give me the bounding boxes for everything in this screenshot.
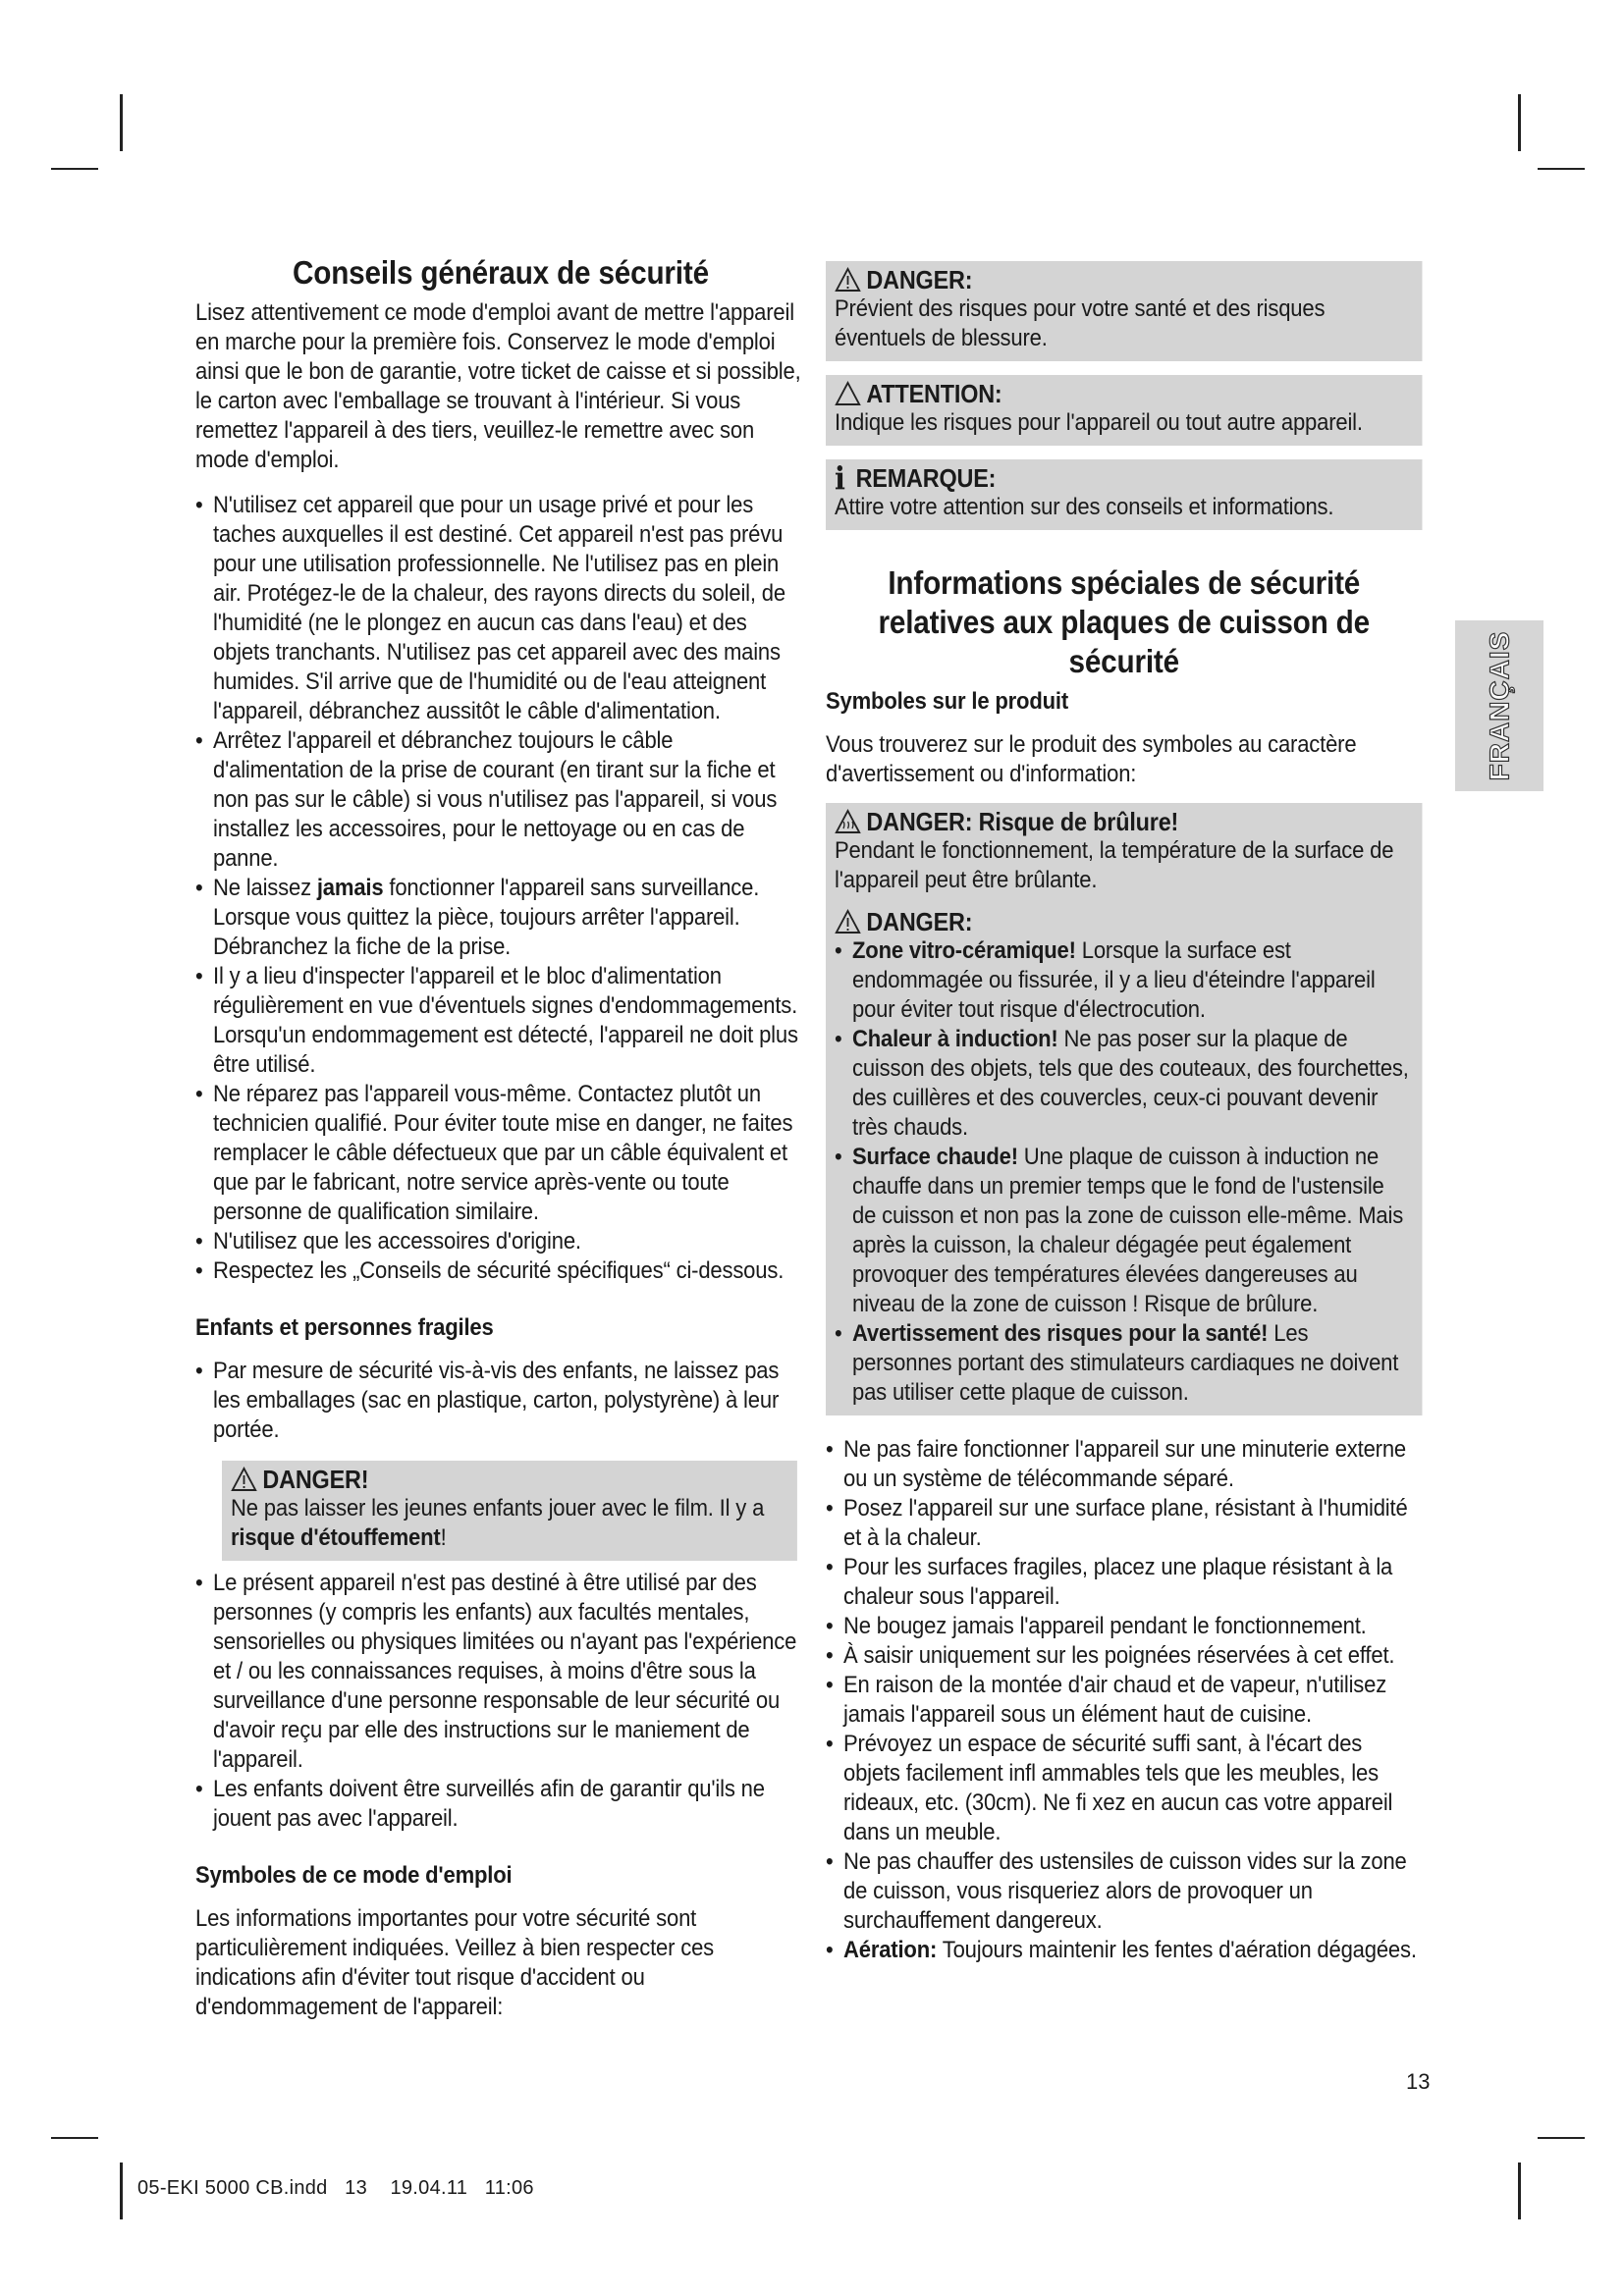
crop-mark	[1538, 2137, 1585, 2139]
burn-label: DANGER: Risque de brûlure!	[866, 807, 1179, 836]
danger-legend-title	[835, 265, 1412, 294]
emphasis-jamais: jamais	[316, 875, 384, 901]
remark-legend-title	[835, 459, 1412, 497]
item-text: Toujours maintenir les fentes d'aération dégagées.	[937, 1937, 1417, 1963]
caution-triangle-icon	[835, 381, 861, 406]
crop-mark	[51, 2137, 98, 2139]
symbols-heading: Symboles de ce mode d'emploi	[195, 1862, 513, 1889]
danger-box-children	[222, 1461, 797, 1561]
title-line-1: Informations spéciales de sécurité	[888, 564, 1361, 601]
item-bold: Aération:	[843, 1937, 938, 1963]
danger-label: DANGER!	[262, 1465, 369, 1494]
list-item: • En raison de la montée d'air chaud et de vapeur, n'utilisez jamais l'appareil sous un élément haut de cuisine.	[826, 1671, 1423, 1730]
list-item: • Ne bougez jamais l'appareil pendant le fonctionnement.	[826, 1612, 1423, 1641]
item-bold: Chaleur à induction!	[852, 1026, 1058, 1052]
language-tab	[1455, 620, 1543, 791]
children-list-2	[195, 1569, 806, 1834]
list-item: • Le présent appareil n'est pas destiné à être utilisé par des personnes (y compris les enfants) aux facultés mentales, sensorielles ou physiques limitées ou n'ayant pas l'expérience et / ou les connaissances requises, à moins d'être sous la surveillance d'une personne responsable de leur sécurité ou d'avoir reçu par elle des instructions sur le maniement de l'appareil.	[195, 1569, 806, 1775]
list-item: • N'utilisez cet appareil que pour un usage privé et pour les taches auxquelles il est destiné. Cet appareil n'est pas prévu pour une utilisation professionnelle. Ne l'utilisez pas en plein air. Protégez-le de la chaleur, des rayons directs du soleil, de l'humidité (ne le plongez en aucun cas dans l'eau) et des objets tranchants. N'utilisez pas cet appareil avec des mains humides. S'il arrive que de l'humidité ou de l'eau atteignent l'appareil, débranchez aussitôt le câble d'alimentation.	[195, 491, 806, 726]
item-text: Une plaque de cuisson à induction ne chauffe dans un premier temps que le fond de l'ustensile de cuisson et non pas la zone de cuisson elle-même. Mais après la cuisson, la chaleur dégagée peut également provoquer des températures élevées dangereuses au niveau de la zone de cuisson ! Risque de brûlure.	[852, 1144, 1404, 1317]
remark-legend-box	[826, 459, 1423, 530]
children-heading: Enfants et personnes fragiles	[195, 1314, 494, 1341]
crop-mark	[1538, 168, 1585, 170]
language-tab-label: FRANÇAIS	[1484, 630, 1515, 781]
list-item: • Ne laissez jamais fonctionner l'appareil sans surveillance. Lorsque vous quittez la pièce, toujours arrêter l'appareil. Débranchez la fiche de la prise.	[195, 874, 806, 962]
crop-mark	[51, 168, 98, 170]
crop-mark	[120, 2163, 123, 2219]
crop-mark	[1518, 2163, 1521, 2219]
title-line-2: relatives aux plaques de cuisson de sécurité	[878, 604, 1370, 679]
list-item	[835, 1025, 1412, 1143]
list-item: • Ne réparez pas l'appareil vous-même. Contactez plutôt un technicien qualifié. Pour éviter toute mise en danger, ne faites remplacer le câble défectueux que par un câble équivalent et que par le fabricant, notre service après-vente ou toute personne de qualification similaire.	[195, 1080, 806, 1227]
item-text: Les personnes portant des stimulateurs cardiaques ne doivent pas utiliser cette plaque de cuisson.	[852, 1320, 1399, 1406]
print-footer: 05-EKI 5000 CB.indd 13 19.04.11 11:06	[137, 2177, 534, 2199]
list-item: • Posez l'appareil sur une surface plane, résistant à l'humidité et à la chaleur.	[826, 1494, 1423, 1553]
crop-mark	[1518, 94, 1521, 151]
right-column-text	[826, 261, 1423, 1965]
right-column	[826, 261, 1423, 1965]
attention-label: ATTENTION:	[866, 379, 1002, 408]
intro-paragraph: Lisez attentivement ce mode d'emploi avant de mettre l'appareil en marche pour la première fois. Conservez le mode d'emploi ainsi que le bon de garantie, votre ticket de caisse et si possible, le carton avec l'emballage se trouvant à l'intérieur. Si vous remettez l'appareil à des tiers, veuillez-le remettre avec son mode d'emploi.	[195, 299, 801, 473]
item-bold: Zone vitro-céramique!	[852, 937, 1076, 964]
item-bold: Avertissement des risques pour la santé!	[852, 1320, 1269, 1347]
page-number: 13	[1406, 2069, 1431, 2094]
danger-label: DANGER:	[866, 907, 973, 936]
danger-label: DANGER:	[866, 265, 973, 294]
danger-box-title	[231, 1465, 786, 1494]
danger-legend-box	[826, 261, 1423, 361]
list-item	[826, 1936, 1423, 1965]
symbols-paragraph: Les informations importantes pour votre sécurité sont particulièrement indiquées. Veillez à bien respecter ces indications afin d'éviter tout risque d'accident ou d'endommagement de l'appareil:	[195, 1905, 715, 2020]
list-item: • Pour les surfaces fragiles, placez une plaque résistant à la chaleur sous l'appareil.	[826, 1553, 1423, 1612]
danger-text-part: Ne pas laisser les jeunes enfants jouer avec le film. Il y a	[231, 1495, 765, 1522]
children-list	[195, 1357, 806, 1445]
attention-legend-title	[835, 379, 1412, 408]
danger-legend-text: Prévient des risques pour votre santé et des risques éventuels de blessure.	[835, 295, 1326, 351]
general-safety-title: Conseils généraux de sécurité	[292, 254, 709, 291]
info-icon: i	[835, 459, 845, 497]
list-item-rest: fonctionner l'appareil sans surveillance. Lorsque vous quittez la pièce, toujours arrêter l'appareil. Débranchez la fiche de la prise.	[213, 875, 760, 960]
item-text: Ne pas poser sur la plaque de cuisson des objets, tels que des couteaux, des fourchettes, des cuillères et des couvercles, ceux-ci pouvant devenir très chauds.	[852, 1026, 1409, 1141]
burn-text: Pendant le fonctionnement, la température de la surface de l'appareil peut être brûlante.	[835, 837, 1394, 893]
warning-triangle-icon	[231, 1467, 257, 1492]
warning-triangle-icon	[835, 909, 861, 934]
list-item: • Ne pas faire fonctionner l'appareil sur une minuterie externe ou un système de télécommande séparé.	[826, 1435, 1423, 1494]
item-text: Lorsque la surface est endommagée ou fissurée, il y a lieu d'éteindre l'appareil pour éviter tout risque d'électrocution.	[852, 937, 1376, 1023]
list-item: • Arrêtez l'appareil et débranchez toujours le câble d'alimentation de la prise de courant (en tirant sur la fiche et non pas sur le câble) si vous n'utilisez pas l'appareil, si vous installez les accessoires, pour le nettoyage ou en cas de panne.	[195, 726, 806, 874]
list-item: • À saisir uniquement sur les poignées réservées à cet effet.	[826, 1641, 1423, 1671]
placement-list	[826, 1435, 1423, 1965]
list-item: • N'utilisez que les accessoires d'origine.	[195, 1227, 806, 1256]
crop-mark	[120, 94, 123, 151]
left-column	[195, 253, 806, 2022]
danger-box-text	[231, 1494, 786, 1553]
warning-triangle-icon	[835, 267, 861, 293]
list-item: • Respectez les „Conseils de sécurité spécifiques“ ci-dessous.	[195, 1256, 806, 1286]
burn-title	[835, 807, 1412, 836]
list-item	[835, 1319, 1412, 1408]
general-safety-list	[195, 491, 806, 1286]
hot-surface-icon	[835, 809, 861, 834]
list-item: • Par mesure de sécurité vis-à-vis des enfants, ne laissez pas les emballages (sac en plastique, carton, polystyrène) à leur portée.	[195, 1357, 806, 1445]
list-item: • Ne pas chauffer des ustensiles de cuisson vides sur la zone de cuisson, vous risqueriez alors de provoquer un surchauffement dangereux.	[826, 1847, 1423, 1936]
list-item	[835, 936, 1412, 1025]
item-bold: Surface chaude!	[852, 1144, 1018, 1170]
danger2-list	[835, 936, 1412, 1408]
attention-legend-box	[826, 375, 1423, 446]
product-symbols-text: Vous trouverez sur le produit des symboles au caractère d'avertissement ou d'information:	[826, 731, 1357, 787]
list-item	[835, 1143, 1412, 1319]
product-symbols-heading: Symboles sur le produit	[826, 688, 1069, 715]
list-item: • Il y a lieu d'inspecter l'appareil et le bloc d'alimentation régulièrement en vue d'éventuels signes d'endommagements. Lorsqu'un endommagement est détecté, l'appareil ne doit plus être utilisé.	[195, 962, 806, 1080]
list-item: • Les enfants doivent être surveillés afin de garantir qu'ils ne jouent pas avec l'appareil.	[195, 1775, 806, 1834]
special-safety-title	[826, 563, 1423, 681]
danger2-title	[835, 907, 1412, 936]
remark-legend-text: Attire votre attention sur des conseils et informations.	[835, 494, 1334, 520]
list-item: • Prévoyez un espace de sécurité suffi sant, à l'écart des objets facilement infl ammables tels que les meubles, les rideaux, etc. (30cm). Ne fi xez en aucun cas votre appareil dans un meuble.	[826, 1730, 1423, 1847]
left-column-text	[195, 253, 806, 2022]
danger-text-bold: risque d'étouffement	[231, 1524, 441, 1551]
attention-legend-text: Indique les risques pour l'appareil ou tout autre appareil.	[835, 409, 1363, 436]
danger-text-end: !	[440, 1524, 447, 1551]
remark-label: REMARQUE:	[855, 463, 997, 493]
product-warnings-box	[826, 803, 1423, 1415]
